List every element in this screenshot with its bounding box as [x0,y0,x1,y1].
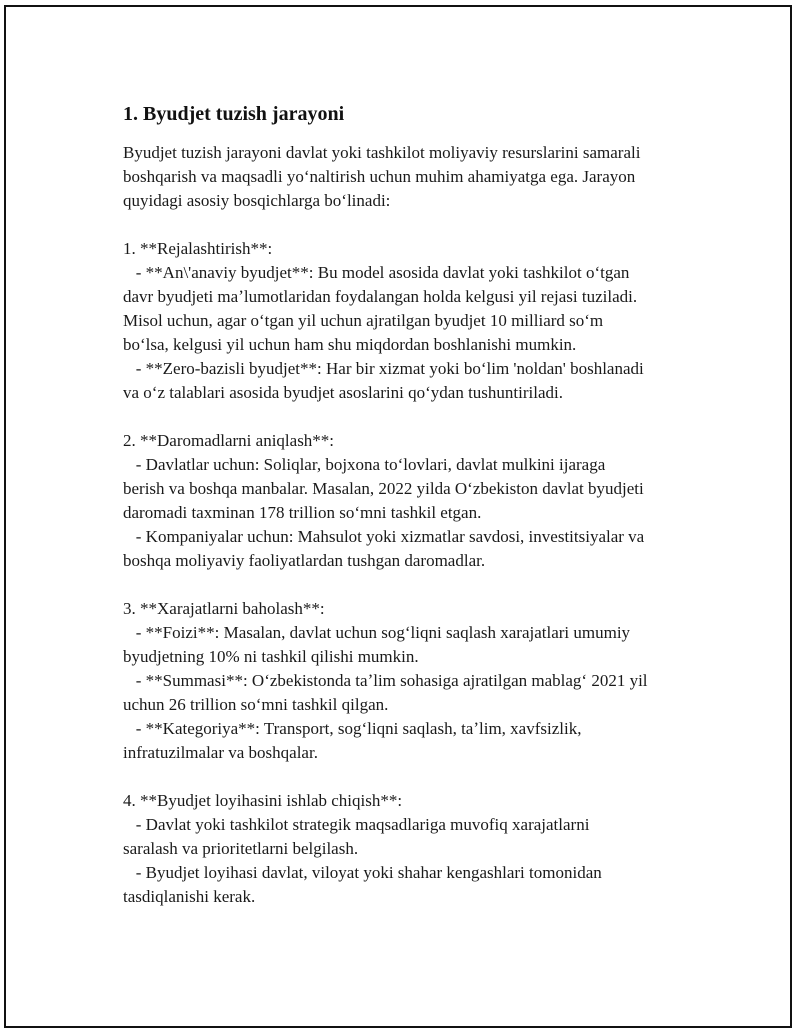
section-heading: 4. **Byudjet loyihasini ishlab chiqish**: [123,791,403,810]
document-body [123,101,723,933]
section-heading: 2. **Daromadlarni aniqlash**: [123,431,335,450]
text-line: boshqa moliyaviy faoliyatlardan tushgan daromadlar. [123,551,486,570]
text-line: quyidagi asosiy bosqichlarga boʻlinadi: [123,191,391,210]
text-line: boʻlsa, kelgusi yil uchun ham shu miqdordan boshlanishi mumkin. [123,335,577,354]
text-line: - **An\'anaviy byudjet**: Bu model asosida davlat yoki tashkilot oʻtgan [123,263,630,282]
text-line: - Byudjet loyihasi davlat, viloyat yoki shahar kengashlari tomonidan [123,863,602,882]
section-heading: 3. **Xarajatlarni baholash**: [123,599,325,618]
section-daromadlar [123,429,723,573]
section-rejalashtirish [123,237,723,405]
text-line: uchun 26 trillion soʻmni tashkil qilgan. [123,695,389,714]
text-line: tasdiqlanishi kerak. [123,887,256,906]
text-line: berish va boshqa manbalar. Masalan, 2022 yilda Oʻzbekiston davlat byudjeti [123,479,644,498]
section-byudjet-loyihasi [123,789,723,909]
text-line: - Davlat yoki tashkilot strategik maqsadlariga muvofiq xarajatlarni [123,815,590,834]
section-heading: 1. **Rejalashtirish**: [123,239,273,258]
text-line: - **Foizi**: Masalan, davlat uchun sogʻliqni saqlash xarajatlari umumiy [123,623,631,642]
text-line: - **Summasi**: Oʻzbekistonda taʼlim sohasiga ajratilgan mablagʻ 2021 yil [123,671,648,690]
section-xarajatlar [123,597,723,765]
document-title: 1. Byudjet tuzish jarayoni [123,103,345,125]
text-line: Byudjet tuzish jarayoni davlat yoki tashkilot moliyaviy resurslarini samarali [123,143,641,162]
text-line: - **Zero-bazisli byudjet**: Har bir xizmat yoki boʻlim 'noldan' boshlanadi [123,359,644,378]
intro-paragraph [123,141,723,213]
text-line: infratuzilmalar va boshqalar. [123,743,318,762]
text-line: davr byudjeti maʼlumotlaridan foydalangan holda kelgusi yil rejasi tuziladi. [123,287,638,306]
text-line: - **Kategoriya**: Transport, sogʻliqni saqlash, taʼlim, xavfsizlik, [123,719,582,738]
text-line: - Kompaniyalar uchun: Mahsulot yoki xizmatlar savdosi, investitsiyalar va [123,527,645,546]
text-line: saralash va prioritetlarni belgilash. [123,839,359,858]
page-frame [4,5,792,1028]
text-line: boshqarish va maqsadli yoʻnaltirish uchun muhim ahamiyatga ega. Jarayon [123,167,636,186]
text-line: byudjetning 10% ni tashkil qilishi mumkin. [123,647,419,666]
text-line: - Davlatlar uchun: Soliqlar, bojxona toʻlovlari, davlat mulkini ijaraga [123,455,606,474]
text-line: daromadi taxminan 178 trillion soʻmni tashkil etgan. [123,503,482,522]
text-line: Misol uchun, agar oʻtgan yil uchun ajratilgan byudjet 10 milliard soʻm [123,311,604,330]
text-line: va oʻz talablari asosida byudjet asoslarini qoʻydan tushuntiriladi. [123,383,563,402]
